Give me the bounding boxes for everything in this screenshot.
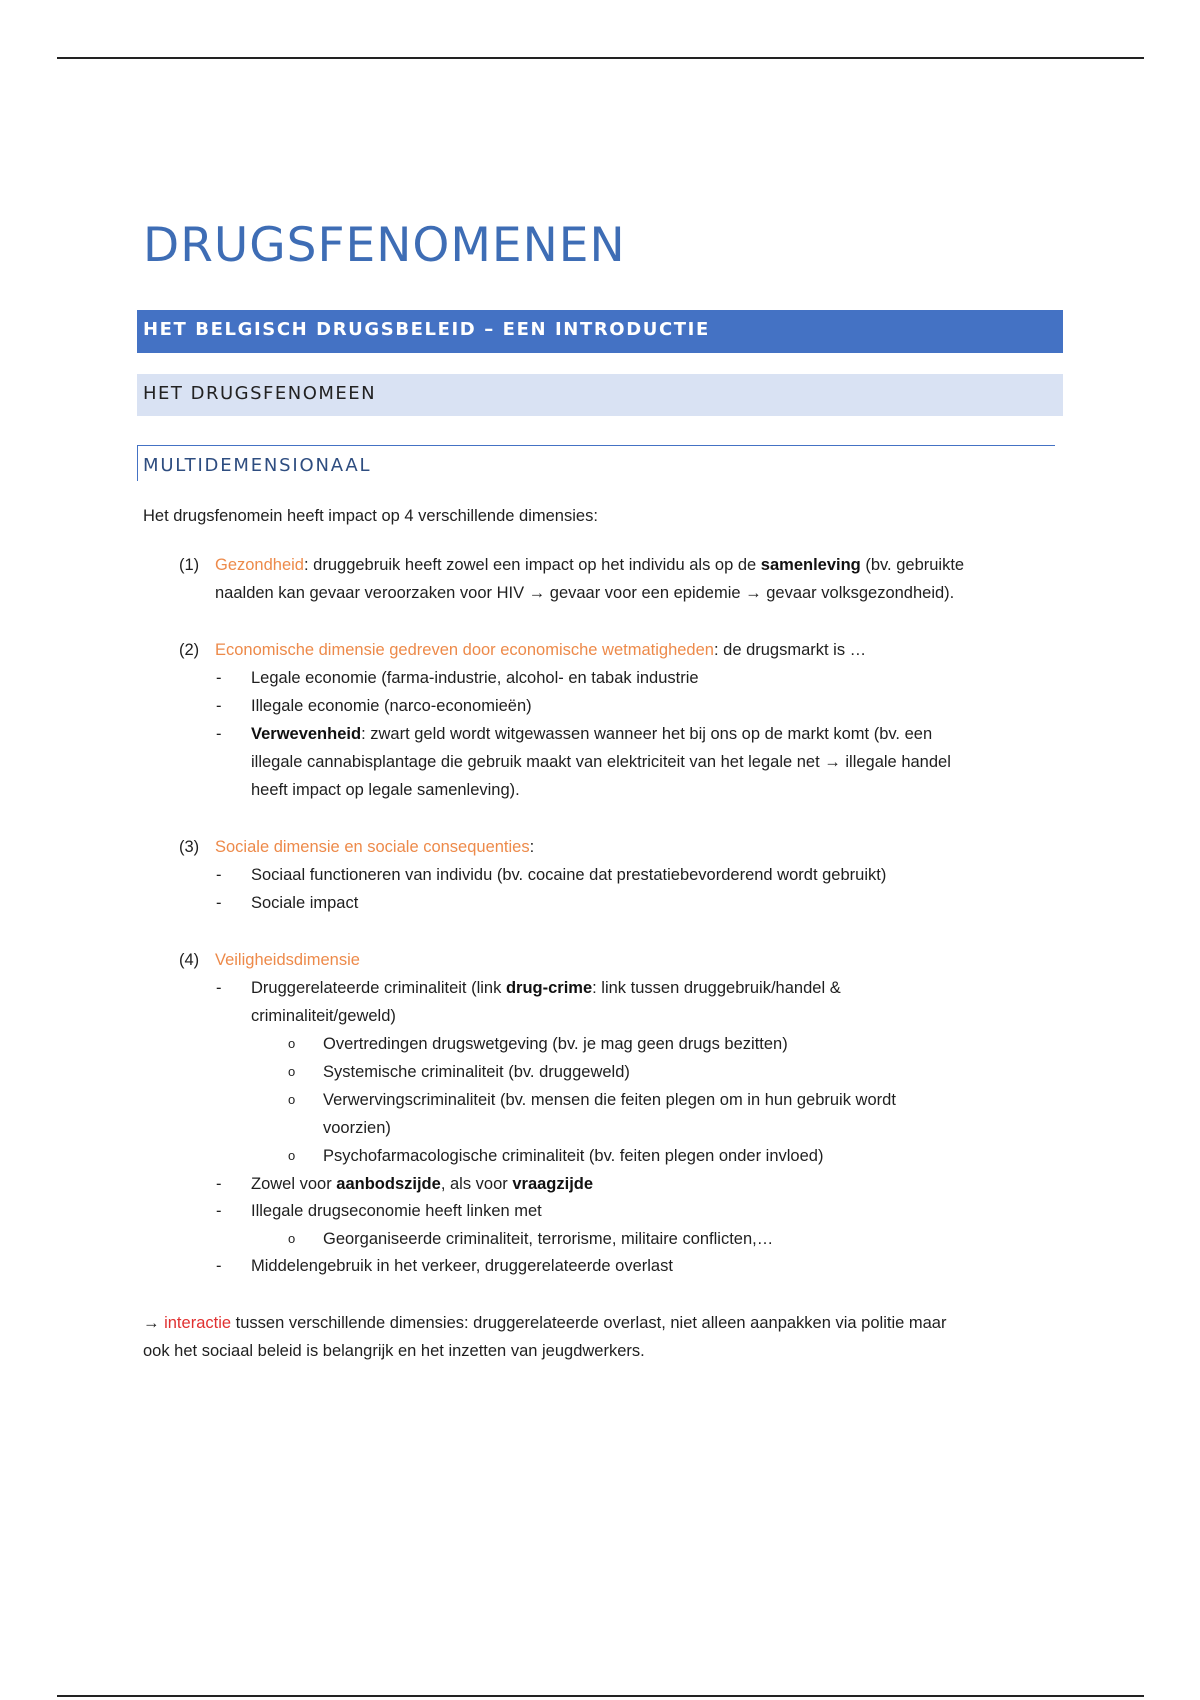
highlight-term: interactie (164, 1314, 232, 1332)
bold-term: Verwevenheid (251, 725, 362, 743)
bullet-dash: - (216, 697, 222, 715)
bullet-text (251, 720, 932, 748)
list-item-text: naalden kan gevaar veroorzaken voor HIV → gevaar voor een epidemie → gevaar volksgezondheid). (215, 584, 955, 602)
conclusion-paragraph (143, 1309, 946, 1337)
bullet-text (251, 1170, 593, 1198)
bullet-dash: - (216, 979, 222, 997)
header-rule (57, 57, 1144, 59)
bullet-text: Illegale drugseconomie heeft linken met (251, 1202, 542, 1220)
text-run: : zwart geld wordt witgewassen wanneer het bij ons op de markt komt (bv. een (361, 725, 933, 743)
list-item-text (215, 636, 866, 664)
heading-2: HET DRUGSFENOMEEN (137, 374, 1063, 416)
bullet-text: illegale cannabisplantage die gebruik maakt van elektriciteit van het legale net → illegale handel (251, 753, 951, 771)
sub-bullet-text: Verwervingscriminaliteit (bv. mensen die feiten plegen om in hun gebruik wordt (323, 1091, 896, 1109)
bullet-dash: - (216, 669, 222, 687)
bullet-dash: - (216, 866, 222, 884)
bullet-text: criminaliteit/geweld) (251, 1007, 396, 1025)
bullet-dash: - (216, 1257, 222, 1275)
list-number: (2) (179, 641, 200, 659)
page-title: DRUGSFENOMENEN (143, 218, 626, 273)
bullet-text: Illegale economie (narco-economieën) (251, 697, 532, 715)
text-run: , als voor (440, 1175, 513, 1193)
sub-bullet-text: voorzien) (323, 1119, 391, 1137)
bold-term: samenleving (760, 556, 861, 574)
dimension-label: Veiligheidsdimensie (215, 951, 360, 969)
footer-rule (57, 1695, 1144, 1697)
list-item-text (215, 946, 360, 974)
intro-paragraph: Het drugsfenomein heeft impact op 4 verschillende dimensies: (143, 507, 598, 525)
conclusion-paragraph: ook het sociaal beleid is belangrijk en het inzetten van jeugdwerkers. (143, 1342, 645, 1360)
bold-term: drug-crime (505, 979, 593, 997)
text-run: (bv. gebruikte (860, 556, 965, 574)
list-number: (4) (179, 951, 200, 969)
list-number: (3) (179, 838, 200, 856)
text-run: : link tussen druggebruik/handel & (592, 979, 841, 997)
text-run: : de drugsmarkt is … (713, 641, 867, 659)
bullet-text: Legale economie (farma-industrie, alcohol- en tabak industrie (251, 669, 699, 687)
dimension-label: Economische dimensie gedreven door economische wetmatigheden (215, 641, 714, 659)
sub-bullet-text: Georganiseerde criminaliteit, terrorisme, militaire conflicten,… (323, 1230, 774, 1248)
bullet-dash: - (216, 1175, 222, 1193)
sub-bullet-text: Overtredingen drugswetgeving (bv. je mag geen drugs bezitten) (323, 1035, 788, 1053)
bullet-circle: o (288, 1092, 296, 1107)
text-run: : (529, 838, 535, 856)
bullet-text: Sociale impact (251, 894, 359, 912)
bullet-text: heeft impact op legale samenleving). (251, 781, 520, 799)
sub-bullet-text: Systemische criminaliteit (bv. druggeweld) (323, 1063, 630, 1081)
bullet-dash: - (216, 725, 222, 743)
bullet-text (251, 974, 841, 1002)
text-run: Zowel voor (251, 1175, 337, 1193)
arrow-icon: → (143, 1314, 165, 1332)
text-run: Druggerelateerde criminaliteit (link (251, 979, 506, 997)
bullet-dash: - (216, 1202, 222, 1220)
bold-term: vraagzijde (512, 1175, 594, 1193)
list-item-text (215, 833, 534, 861)
bullet-circle: o (288, 1231, 296, 1246)
bullet-dash: - (216, 894, 222, 912)
dimension-label: Sociale dimensie en sociale consequenties (215, 838, 530, 856)
text-run: tussen verschillende dimensies: druggerelateerde overlast, niet alleen aanpakken via politie maar (231, 1314, 947, 1332)
list-item-text (215, 551, 964, 579)
bullet-circle: o (288, 1064, 296, 1079)
sub-bullet-text: Psychofarmacologische criminaliteit (bv. feiten plegen onder invloed) (323, 1147, 824, 1165)
list-number: (1) (179, 556, 200, 574)
dimension-label: Gezondheid (215, 556, 304, 574)
heading-3: MULTIDEMENSIONAAL (137, 445, 1055, 481)
heading-1: HET BELGISCH DRUGSBELEID – EEN INTRODUCTIE (137, 310, 1063, 353)
text-run: : druggebruik heeft zowel een impact op het individu als op de (304, 556, 761, 574)
bullet-circle: o (288, 1148, 296, 1163)
bullet-text: Sociaal functioneren van individu (bv. cocaine dat prestatiebevorderend wordt gebruikt) (251, 866, 887, 884)
bullet-text: Middelengebruik in het verkeer, druggerelateerde overlast (251, 1257, 673, 1275)
bold-term: aanbodszijde (336, 1175, 441, 1193)
bullet-circle: o (288, 1036, 296, 1051)
